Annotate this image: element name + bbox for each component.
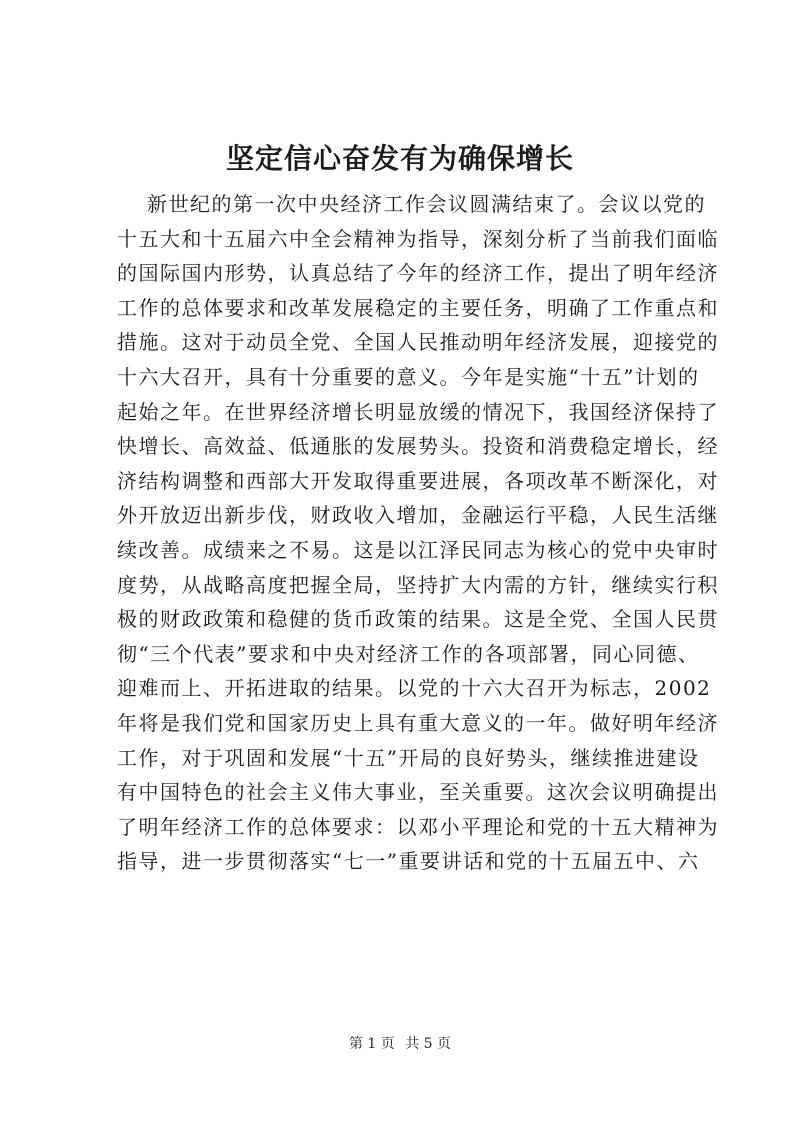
body-line: 十五大和十五届六中全会精神为指导，深刻分析了当前我们面临 bbox=[117, 226, 719, 251]
body-line: 年将是我们党和国家历史上具有重大意义的一年。做好明年经济 bbox=[117, 710, 719, 735]
body-line: 度势，从战略高度把握全局，坚持扩大内需的方针，继续实行积 bbox=[117, 572, 719, 597]
document-title: 坚定信心奋发有为确保增长 bbox=[225, 142, 574, 175]
body-line: 措施。这对于动员全党、全国人民推动明年经济发展，迎接党的 bbox=[117, 330, 719, 355]
body-line: 外开放迈出新步伐，财政收入增加，金融运行平稳，人民生活继 bbox=[117, 503, 719, 528]
body-line: 起始之年。在世界经济增长明显放缓的情况下，我国经济保持了 bbox=[117, 399, 719, 424]
page-total: 共 5 页 bbox=[405, 1036, 452, 1052]
body-line: 极的财政政策和稳健的货币政策的结果。这是全党、全国人民贯 bbox=[117, 607, 719, 632]
page-number: 第 1 页 bbox=[348, 1036, 395, 1052]
body-line: 有中国特色的社会主义伟大事业，至关重要。这次会议明确提出 bbox=[117, 780, 719, 805]
document-body bbox=[117, 187, 717, 879]
body-line: 工作，对于巩固和发展“十五”开局的良好势头，继续推进建设 bbox=[117, 745, 700, 770]
body-line: 彻“三个代表”要求和中央对经济工作的各项部署，同心同德、 bbox=[117, 641, 700, 666]
body-line: 迎难而上、开拓进取的结果。以党的十六大召开为标志，2002 bbox=[117, 676, 712, 701]
body-line: 新世纪的第一次中央经济工作会议圆满结束了。会议以党的 bbox=[147, 192, 706, 216]
body-line: 快增长、高效益、低通胀的发展势头。投资和消费稳定增长，经 bbox=[117, 434, 719, 459]
body-line: 了明年经济工作的总体要求：以邓小平理论和党的十五大精神为 bbox=[117, 814, 719, 839]
body-line: 指导，进一步贯彻落实“七一”重要讲话和党的十五届五中、六 bbox=[117, 849, 700, 874]
body-line: 续改善。成绩来之不易。这是以江泽民同志为核心的党中央审时 bbox=[117, 537, 719, 562]
body-line: 济结构调整和西部大开发取得重要进展，各项改革不断深化，对 bbox=[117, 468, 719, 493]
body-line: 十六大召开，具有十分重要的意义。今年是实施“十五”计划的 bbox=[117, 364, 700, 389]
body-line: 的国际国内形势，认真总结了今年的经济工作，提出了明年经济 bbox=[117, 261, 719, 286]
page-footer bbox=[0, 1034, 800, 1054]
body-line: 工作的总体要求和改革发展稳定的主要任务，明确了工作重点和 bbox=[117, 295, 719, 320]
